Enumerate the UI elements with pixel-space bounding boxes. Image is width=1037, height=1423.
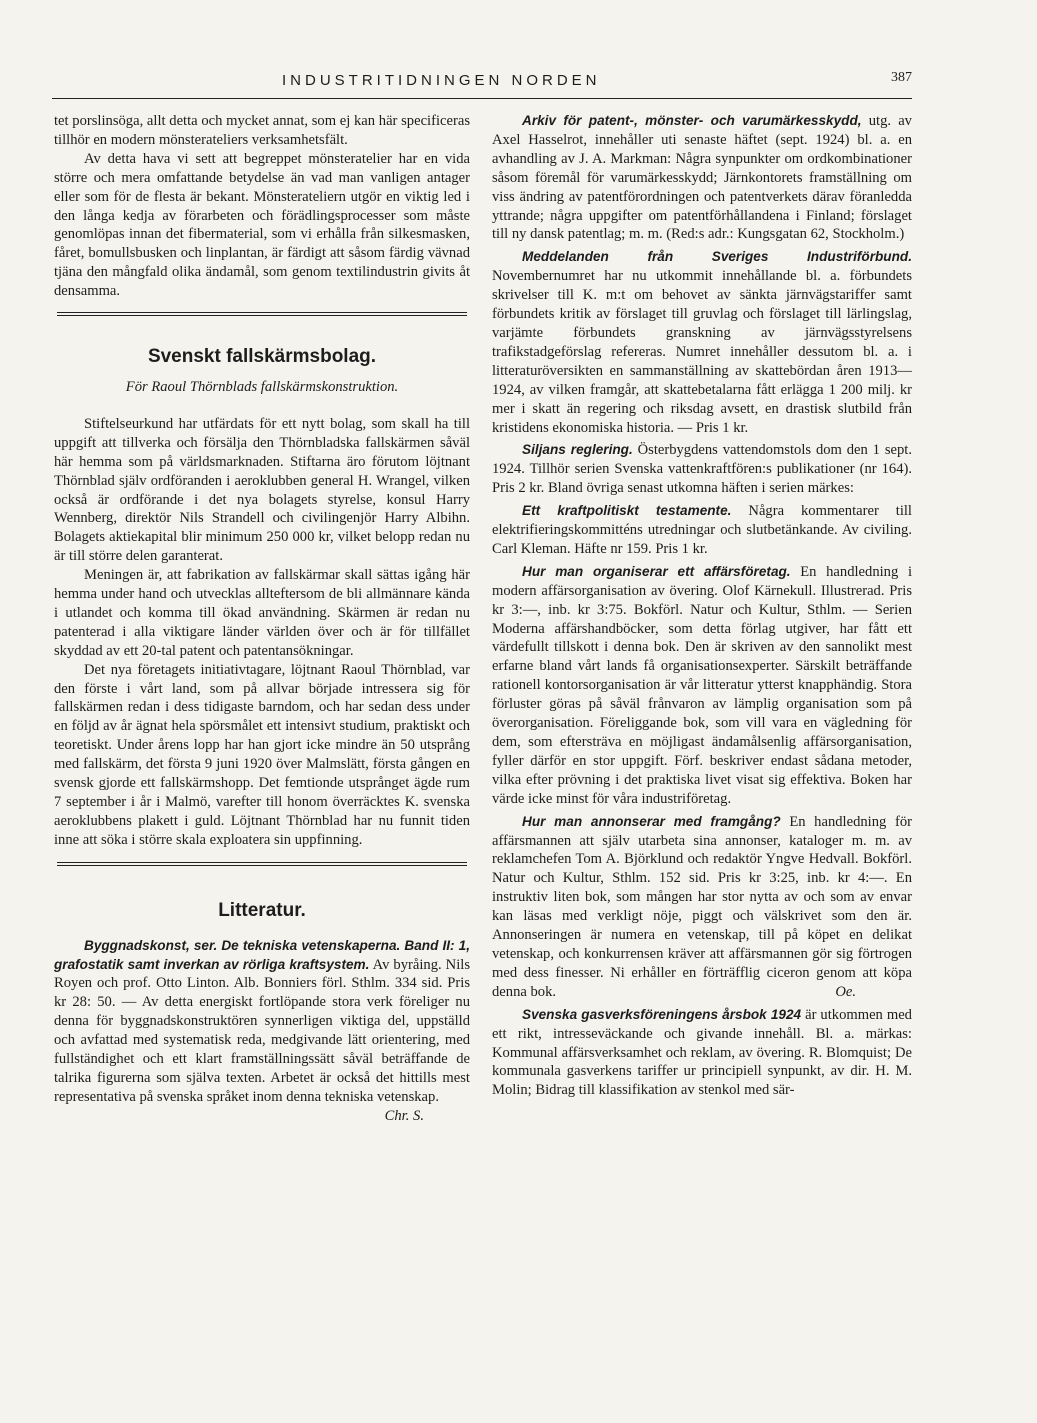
article-paragraph: Stiftelseurkund har utfärdats för ett nytt bolag, som skall ha till uppgift att tillverka och försälja den Thörnbladska fallskärmen såväl här hemma som på världsmarknaden. Stiftarna äro förutom löjtnant Thörnblad själv ordföranden i aeroklubben general H. Wrangel, vilken också är ordförande i det nya bolagets styrelse, konsul Harry Wennberg, direktör Nils Strandell och civilingenjör Harry Albihn. Bolagets aktiekapital blir minimum 250 000 kr, vilket belopp redan nu är till större delen garanterat. (54, 415, 470, 565)
literature-entry-heading: Svenska gasverksföreningens årsbok 1924 (522, 1006, 802, 1022)
article-paragraph: Det nya företagets initiativtagare, löjtnant Raoul Thörnblad, var den förste i vårt land, som på allvar började intressera sig för fallskärmen redan i dess tidigaste barndom, och har sedan dess under en följd av år ägnat hela spörsmålet ett intensivt studium, praktiskt och teoretiskt. Under årens lopp har han gjort icke mindre än 50 utsprång med fallskärm, det första 9 juni 1920 över Malmslätt, första gången en svensk gjorde ett fallskärmshopp. Det femtionde utsprånget ägde rum 7 september i år i Malmö, varefter till honom överräcktes K. svenska aeroklubbens plakett i guld. Löjtnant Thörnblad har nu funnit tiden inne att söka i större skala exploatera sin uppfinning. (54, 661, 470, 848)
literature-entry-body: är utkommen med ett rikt, intresseväckande och givande innehåll. Bl. a. märkas: Kommunal affärsverksamhet och reklam, av övering. R. Blomquist; De kommunala gasverkens tariffer ur principiell synpunkt, av dir. H. M. Molin; Bidrag till klassifikation av stenkol med sär- (492, 1006, 912, 1099)
literature-entry-heading: Meddelanden från Sveriges Industriförbund. (522, 249, 912, 265)
literature-entry (492, 502, 912, 559)
literature-entry-body: Av byråing. Nils Royen och prof. Otto Linton. Alb. Bonniers förl. Sthlm. 334 sid. Pris kr 28: 50. — Av detta energiskt fortlöpande stora verk föreliger nu denna för byggnadskonstruktören synnerligen viktiga del, uppställd och avfattad med systematisk reda, medgivande lätt orientering, med fullständighet och ett klart framställningssätt såväl beträffande de talrika figurerna som själva texten. Arbetet är också det hittills mest representativa på svenska språket inom denna tekniska vetenskap. (54, 956, 470, 1105)
literature-entry (492, 112, 912, 244)
literature-entry (54, 937, 470, 1124)
literature-entry-body: Österbygdens vattendomstols dom den 1 sept. 1924. Tillhör serien Svenska vattenkraftfören:s publikationer (nr 164). Pris 2 kr. Bland övriga senast utkomna häften i serien märkes: (492, 442, 912, 497)
article-paragraph: Meningen är, att fabrikation av fallskärmar skall sättas igång här hemma under hand och utvecklas allteftersom de bli allmännare kända i utlandet och komma till ökad användning. Skärmen är redan nu patenterad i alla viktigare länder världen över och är för tillfället skyddad av ett 20-tal patent och patentansökningar. (54, 567, 470, 659)
literature-entry-body: En handledning i modern affärsorganisation av övering. Olof Kärnekull. Illustrerad. Pris kr 3:—, inb. kr 3:75. Bokförl. Natur och Kultur, Sthlm. — Serien Moderna affärshandböcker, som detta förlag utgiver, har fått ett värdefullt tillskott i denna bok. Den är skriven av den sannolikt mest erfarne bland vårt lands få organisationsexperter. Särskilt beträffande rationell kontorsorganisation är vår litteratur ytterst knapphändig. Stora förluster göras på såväl frånvaron av lämplig organisation som på överorganisation. Föreliggande bok, som vill vara en vägledning för dem, som eftersträva en möjligast ändamålsenlig affärsorganisation, fyller därför en stor uppgift. Förf. beskriver endast sådana metoder, vilka efter prövning i det praktiska livet visat sig effektiva. Boken har värde icke minst för våra industriföretag. (492, 563, 913, 807)
left-column (54, 112, 470, 1126)
literature-entry-heading: Byggnadskonst, ser. De tekniska vetenskaperna. Band II: 1, grafostatik samt inverkan av rörliga kraftsystem. (54, 937, 470, 972)
intro-paragraph: tet porslinsöga, allt detta och mycket annat, som ej kan här specificeras tillhör en modern mönsterateliers verksamhetsfält. (54, 113, 470, 148)
section-subtitle: För Raoul Thörnblads fallskärmskonstruktion. (125, 378, 399, 395)
literature-entry-body: Några kommentarer till elektrifieringskommitténs utredningar och slutbetänkande. Av civiling. Carl Kleman. Häfte nr 159. Pris 1 kr. (492, 503, 912, 557)
literature-title: Litteratur. (218, 899, 306, 921)
literature-entry-body: En handledning för affärsmannen att själv utarbeta sina annonser, kataloger m. m. av reklamchefen Tom A. Björklund och redaktör Yngve Hedvall. Bokförl. Natur och Kultur, Sthlm. 152 sid. Pris kr 3:25, inb. kr 4:—. En instruktiv liten bok, som mången har stor nytta av och som av envar kan läsas med verkligt nöje, piggt och välskrivet som den är. Annonseringen är numera en vetenskap, till på köpet en delikat vetenskap, och konkurrensen kräver att affärsmannen gör sig förtrogen med dess finesser. Ni erhåller en förträfflig ciceron genom att köpa denna bok. (492, 813, 912, 1000)
literature-entry-body: utg. av Axel Hasselrot, innehåller uti senaste häftet (sept. 1924) bl. a. en avhandling av J. A. Markman: Några synpunkter om ordkombinationer såsom föremål för varumärkesskydd; Järnkontorets framställning om viss ändring av patentförordningen och patentverkets därav föranledda yttrande; några uppgifter om patentförhållandena i Finland; förslaget till ny dansk patentlag; m. m. (Red:s adr.: Kungsgatan 62, Stockholm.) (492, 113, 912, 243)
right-column (492, 112, 912, 1100)
literature-entry (492, 1006, 912, 1101)
page-number: 387 (891, 70, 912, 85)
literature-entry-heading: Ett kraftpolitiskt testamente. (522, 503, 732, 519)
literature-entry-heading: Siljans reglering. (522, 442, 633, 458)
literature-entry (492, 813, 912, 1002)
literature-entry-heading: Hur man organiserar ett affärsföretag. (522, 563, 791, 579)
intro-paragraph: Av detta hava vi sett att begreppet mönsteratelier har en vida större och mera omfattande betydelse än vad man vanligen antager eller som för de flesta är bekant. Mönsterateliern utgör en viktig led i den långa kedja av förarbeten och förädlingsprocesser som måste genomlöpas innan det fibermaterial, som vi erhålla från silkesmasken, fåret, bomullsbusken och linplantan, är färdigt att såsom färdig vävnad tjäna den mångfald olika ändamål, som genom textilindustrin givits åt densamma. (54, 150, 470, 300)
literature-entry-heading: Hur man annonserar med framgång? (522, 813, 781, 829)
page-header (52, 72, 912, 100)
literature-entry (492, 248, 912, 437)
literature-entry (492, 441, 912, 498)
literature-signature: Oe. (835, 983, 856, 1000)
literature-entry (492, 563, 912, 809)
header-rule (52, 98, 912, 99)
section-divider (57, 862, 467, 866)
running-title: INDUSTRITIDNINGEN NORDEN (282, 72, 601, 89)
section-divider (57, 312, 467, 316)
literature-entry-heading: Arkiv för patent-, mönster- och varumärkesskydd, (522, 113, 862, 128)
section-title: Svenskt fallskärmsbolag. (147, 346, 377, 368)
literature-signature: Chr. S. (384, 1107, 424, 1124)
literature-entry-body: Novembernumret har nu utkommit innehållande bl. a. förbundets skrivelser till K. m:t om behovet av sänkta järnvägstariffer samt förbundets kritik av förslaget till gruvlag och förslaget till lärlingslag, varjämte förbundets granskning av järnvägsstyrelsens trafikstadgeförslag refereras. Numret innehåller dessutom bl. a. i litteraturöversikten en sammanställning av skattebördan åren 1913—1924, av vilken framgår, att skattebetalarna fått erlägga 1 200 milj. kr mer i skatt än regering och riksdag avsett, en drastisk slutbild från kristidens ekonomiska historia. — Pris 1 kr. (492, 268, 912, 436)
